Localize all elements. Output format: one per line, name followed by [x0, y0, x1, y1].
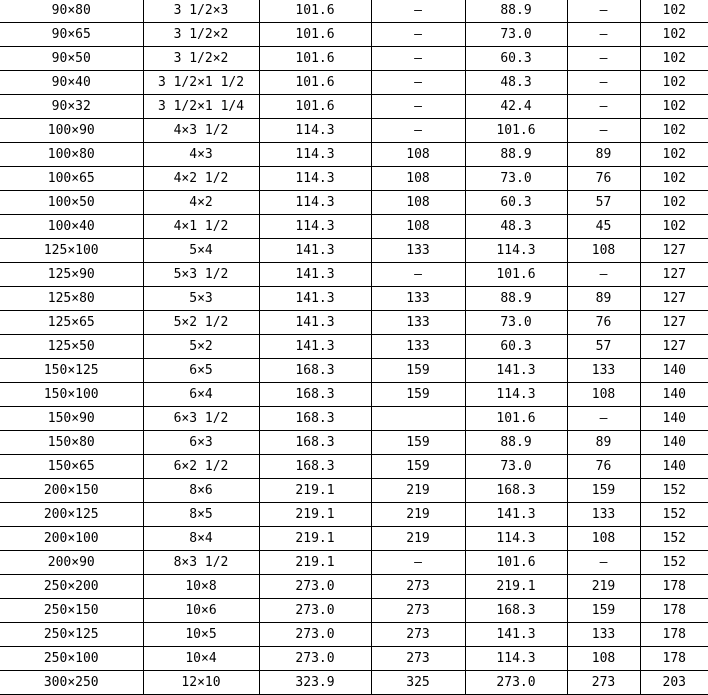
- cell-dn-size: 100×65: [0, 167, 143, 191]
- cell-nps-size: 3 1/2×2: [143, 23, 259, 47]
- cell-small-end-od-series-b: 89: [567, 287, 640, 311]
- cell-nps-size: 5×2 1/2: [143, 311, 259, 335]
- table-row: [0, 23, 708, 47]
- cell-dn-size: 100×90: [0, 119, 143, 143]
- cell-dn-size: 150×100: [0, 383, 143, 407]
- cell-nps-size: 4×2: [143, 191, 259, 215]
- table-row: [0, 239, 708, 263]
- cell-dn-size: 200×100: [0, 527, 143, 551]
- cell-length: 203: [640, 671, 708, 695]
- cell-large-end-od-series-a: 114.3: [259, 215, 371, 239]
- table-row: [0, 407, 708, 431]
- cell-length: 102: [640, 47, 708, 71]
- cell-small-end-od-series-a: 114.3: [465, 239, 567, 263]
- table-row: [0, 167, 708, 191]
- cell-nps-size: 10×8: [143, 575, 259, 599]
- cell-small-end-od-series-a: 88.9: [465, 0, 567, 23]
- table-row: [0, 0, 708, 23]
- cell-large-end-od-series-a: 101.6: [259, 95, 371, 119]
- cell-large-end-od-series-b: —: [371, 71, 465, 95]
- cell-small-end-od-series-a: 114.3: [465, 527, 567, 551]
- cell-nps-size: 4×1 1/2: [143, 215, 259, 239]
- cell-small-end-od-series-a: 101.6: [465, 263, 567, 287]
- cell-small-end-od-series-a: 73.0: [465, 455, 567, 479]
- cell-dn-size: 250×200: [0, 575, 143, 599]
- cell-large-end-od-series-a: 273.0: [259, 623, 371, 647]
- cell-small-end-od-series-a: 141.3: [465, 503, 567, 527]
- cell-nps-size: 3 1/2×1 1/4: [143, 95, 259, 119]
- cell-small-end-od-series-b: 133: [567, 359, 640, 383]
- cell-small-end-od-series-a: 73.0: [465, 311, 567, 335]
- cell-dn-size: 200×125: [0, 503, 143, 527]
- cell-large-end-od-series-b: 133: [371, 287, 465, 311]
- cell-nps-size: 4×3 1/2: [143, 119, 259, 143]
- cell-large-end-od-series-b: 133: [371, 311, 465, 335]
- cell-dn-size: 90×32: [0, 95, 143, 119]
- cell-length: 178: [640, 575, 708, 599]
- table-row: [0, 647, 708, 671]
- cell-large-end-od-series-b: 159: [371, 383, 465, 407]
- cell-large-end-od-series-a: 141.3: [259, 335, 371, 359]
- cell-dn-size: 100×40: [0, 215, 143, 239]
- cell-small-end-od-series-a: 88.9: [465, 143, 567, 167]
- cell-large-end-od-series-b: —: [371, 0, 465, 23]
- cell-large-end-od-series-b: 273: [371, 599, 465, 623]
- cell-length: 127: [640, 239, 708, 263]
- cell-length: 102: [640, 191, 708, 215]
- cell-small-end-od-series-b: 273: [567, 671, 640, 695]
- table-row: [0, 551, 708, 575]
- cell-length: 127: [640, 263, 708, 287]
- cell-large-end-od-series-a: 101.6: [259, 23, 371, 47]
- cell-small-end-od-series-a: 48.3: [465, 215, 567, 239]
- table-row: [0, 71, 708, 95]
- cell-large-end-od-series-b: —: [371, 551, 465, 575]
- cell-dn-size: 250×125: [0, 623, 143, 647]
- cell-dn-size: 100×80: [0, 143, 143, 167]
- cell-nps-size: 8×6: [143, 479, 259, 503]
- table-row: [0, 191, 708, 215]
- cell-nps-size: 6×5: [143, 359, 259, 383]
- table-row: [0, 503, 708, 527]
- cell-length: 102: [640, 23, 708, 47]
- cell-large-end-od-series-b: 133: [371, 335, 465, 359]
- cell-small-end-od-series-b: —: [567, 0, 640, 23]
- cell-length: 152: [640, 479, 708, 503]
- cell-nps-size: 10×5: [143, 623, 259, 647]
- cell-small-end-od-series-a: 219.1: [465, 575, 567, 599]
- cell-nps-size: 5×2: [143, 335, 259, 359]
- cell-nps-size: 8×4: [143, 527, 259, 551]
- cell-large-end-od-series-b: 159: [371, 455, 465, 479]
- cell-large-end-od-series-a: 141.3: [259, 239, 371, 263]
- cell-small-end-od-series-a: 273.0: [465, 671, 567, 695]
- table-row: [0, 143, 708, 167]
- table-row: [0, 575, 708, 599]
- cell-nps-size: 8×3 1/2: [143, 551, 259, 575]
- cell-large-end-od-series-b: 108: [371, 167, 465, 191]
- cell-small-end-od-series-a: 101.6: [465, 407, 567, 431]
- cell-small-end-od-series-b: 76: [567, 455, 640, 479]
- table-row: [0, 311, 708, 335]
- cell-large-end-od-series-a: 273.0: [259, 599, 371, 623]
- cell-dn-size: 200×150: [0, 479, 143, 503]
- cell-large-end-od-series-a: 273.0: [259, 647, 371, 671]
- table-row: [0, 527, 708, 551]
- cell-length: 127: [640, 287, 708, 311]
- cell-large-end-od-series-a: 114.3: [259, 191, 371, 215]
- cell-large-end-od-series-a: 114.3: [259, 143, 371, 167]
- table-row: [0, 671, 708, 695]
- cell-large-end-od-series-b: 273: [371, 647, 465, 671]
- cell-nps-size: 6×3: [143, 431, 259, 455]
- cell-length: 102: [640, 95, 708, 119]
- cell-length: 178: [640, 623, 708, 647]
- cell-nps-size: 8×5: [143, 503, 259, 527]
- cell-large-end-od-series-b: —: [371, 263, 465, 287]
- cell-nps-size: 4×2 1/2: [143, 167, 259, 191]
- cell-large-end-od-series-a: 168.3: [259, 359, 371, 383]
- cell-large-end-od-series-b: —: [371, 95, 465, 119]
- cell-large-end-od-series-a: 273.0: [259, 575, 371, 599]
- cell-nps-size: 6×4: [143, 383, 259, 407]
- cell-large-end-od-series-a: 141.3: [259, 287, 371, 311]
- cell-dn-size: 125×100: [0, 239, 143, 263]
- cell-dn-size: 125×50: [0, 335, 143, 359]
- cell-length: 152: [640, 551, 708, 575]
- cell-dn-size: 125×65: [0, 311, 143, 335]
- cell-small-end-od-series-a: 168.3: [465, 599, 567, 623]
- table-row: [0, 47, 708, 71]
- cell-small-end-od-series-a: 141.3: [465, 359, 567, 383]
- cell-dn-size: 150×90: [0, 407, 143, 431]
- cell-small-end-od-series-a: 42.4: [465, 95, 567, 119]
- cell-nps-size: 4×3: [143, 143, 259, 167]
- cell-small-end-od-series-a: 48.3: [465, 71, 567, 95]
- cell-small-end-od-series-b: —: [567, 71, 640, 95]
- cell-dn-size: 150×80: [0, 431, 143, 455]
- table-row: [0, 263, 708, 287]
- cell-small-end-od-series-b: —: [567, 23, 640, 47]
- cell-dn-size: 150×65: [0, 455, 143, 479]
- cell-small-end-od-series-a: 73.0: [465, 23, 567, 47]
- cell-small-end-od-series-a: 60.3: [465, 191, 567, 215]
- cell-nps-size: 5×4: [143, 239, 259, 263]
- cell-length: 102: [640, 0, 708, 23]
- table-row: [0, 383, 708, 407]
- cell-length: 102: [640, 71, 708, 95]
- cell-small-end-od-series-a: 60.3: [465, 335, 567, 359]
- table-row: [0, 287, 708, 311]
- cell-large-end-od-series-a: 168.3: [259, 407, 371, 431]
- cell-small-end-od-series-b: 108: [567, 527, 640, 551]
- table-row: [0, 599, 708, 623]
- cell-small-end-od-series-a: 88.9: [465, 431, 567, 455]
- cell-large-end-od-series-b: 159: [371, 431, 465, 455]
- cell-nps-size: 5×3 1/2: [143, 263, 259, 287]
- cell-dn-size: 90×40: [0, 71, 143, 95]
- cell-small-end-od-series-b: —: [567, 407, 640, 431]
- cell-dn-size: 150×125: [0, 359, 143, 383]
- cell-large-end-od-series-a: 219.1: [259, 551, 371, 575]
- cell-small-end-od-series-a: 114.3: [465, 647, 567, 671]
- cell-length: 178: [640, 647, 708, 671]
- table-row: [0, 623, 708, 647]
- cell-large-end-od-series-b: —: [371, 119, 465, 143]
- cell-small-end-od-series-b: 108: [567, 239, 640, 263]
- cell-large-end-od-series-a: 219.1: [259, 479, 371, 503]
- cell-large-end-od-series-a: 219.1: [259, 527, 371, 551]
- cell-small-end-od-series-b: 57: [567, 191, 640, 215]
- table-row: [0, 119, 708, 143]
- cell-length: 127: [640, 335, 708, 359]
- cell-small-end-od-series-b: 89: [567, 143, 640, 167]
- cell-small-end-od-series-b: 133: [567, 623, 640, 647]
- cell-large-end-od-series-b: 159: [371, 359, 465, 383]
- cell-large-end-od-series-b: —: [371, 47, 465, 71]
- cell-large-end-od-series-b: 108: [371, 215, 465, 239]
- cell-nps-size: 3 1/2×1 1/2: [143, 71, 259, 95]
- cell-large-end-od-series-b: 325: [371, 671, 465, 695]
- cell-dn-size: 300×250: [0, 671, 143, 695]
- cell-large-end-od-series-b: 108: [371, 143, 465, 167]
- cell-dn-size: 90×80: [0, 0, 143, 23]
- cell-dn-size: 90×65: [0, 23, 143, 47]
- cell-dn-size: 200×90: [0, 551, 143, 575]
- cell-small-end-od-series-b: 45: [567, 215, 640, 239]
- cell-nps-size: 10×4: [143, 647, 259, 671]
- cell-dn-size: 250×100: [0, 647, 143, 671]
- cell-small-end-od-series-a: 101.6: [465, 551, 567, 575]
- table-row: [0, 335, 708, 359]
- cell-small-end-od-series-b: 159: [567, 479, 640, 503]
- cell-large-end-od-series-a: 323.9: [259, 671, 371, 695]
- cell-dn-size: 125×90: [0, 263, 143, 287]
- cell-small-end-od-series-a: 141.3: [465, 623, 567, 647]
- cell-large-end-od-series-b: 273: [371, 623, 465, 647]
- cell-large-end-od-series-b: [371, 407, 465, 431]
- cell-nps-size: 3 1/2×3: [143, 0, 259, 23]
- cell-length: 178: [640, 599, 708, 623]
- cell-small-end-od-series-b: —: [567, 263, 640, 287]
- cell-small-end-od-series-a: 73.0: [465, 167, 567, 191]
- cell-length: 140: [640, 359, 708, 383]
- cell-nps-size: 6×3 1/2: [143, 407, 259, 431]
- cell-small-end-od-series-a: 114.3: [465, 383, 567, 407]
- cell-small-end-od-series-b: 159: [567, 599, 640, 623]
- cell-large-end-od-series-b: 219: [371, 479, 465, 503]
- cell-small-end-od-series-b: 108: [567, 647, 640, 671]
- cell-nps-size: 10×6: [143, 599, 259, 623]
- cell-length: 102: [640, 119, 708, 143]
- cell-large-end-od-series-a: 101.6: [259, 0, 371, 23]
- cell-large-end-od-series-a: 101.6: [259, 47, 371, 71]
- cell-large-end-od-series-b: 219: [371, 527, 465, 551]
- table-row: [0, 479, 708, 503]
- cell-large-end-od-series-b: 133: [371, 239, 465, 263]
- cell-length: 140: [640, 431, 708, 455]
- cell-small-end-od-series-a: 168.3: [465, 479, 567, 503]
- cell-length: 102: [640, 143, 708, 167]
- cell-large-end-od-series-b: 108: [371, 191, 465, 215]
- cell-length: 152: [640, 503, 708, 527]
- cell-small-end-od-series-a: 88.9: [465, 287, 567, 311]
- cell-small-end-od-series-b: —: [567, 551, 640, 575]
- cell-small-end-od-series-a: 101.6: [465, 119, 567, 143]
- cell-small-end-od-series-b: 89: [567, 431, 640, 455]
- cell-large-end-od-series-a: 141.3: [259, 263, 371, 287]
- cell-length: 152: [640, 527, 708, 551]
- cell-length: 102: [640, 167, 708, 191]
- table-row: [0, 431, 708, 455]
- cell-dn-size: 125×80: [0, 287, 143, 311]
- cell-dn-size: 90×50: [0, 47, 143, 71]
- cell-small-end-od-series-b: 57: [567, 335, 640, 359]
- cell-large-end-od-series-b: 219: [371, 503, 465, 527]
- cell-small-end-od-series-b: 108: [567, 383, 640, 407]
- cell-dn-size: 100×50: [0, 191, 143, 215]
- cell-small-end-od-series-a: 60.3: [465, 47, 567, 71]
- cell-large-end-od-series-a: 101.6: [259, 71, 371, 95]
- cell-length: 127: [640, 311, 708, 335]
- cell-large-end-od-series-a: 114.3: [259, 119, 371, 143]
- cell-length: 140: [640, 455, 708, 479]
- table-row: [0, 95, 708, 119]
- cell-small-end-od-series-b: —: [567, 119, 640, 143]
- table-row: [0, 359, 708, 383]
- table-row: [0, 215, 708, 239]
- cell-large-end-od-series-a: 168.3: [259, 431, 371, 455]
- cell-small-end-od-series-b: —: [567, 95, 640, 119]
- cell-nps-size: 6×2 1/2: [143, 455, 259, 479]
- cell-nps-size: 12×10: [143, 671, 259, 695]
- cell-small-end-od-series-b: 76: [567, 311, 640, 335]
- cell-large-end-od-series-a: 141.3: [259, 311, 371, 335]
- table-row: [0, 455, 708, 479]
- cell-large-end-od-series-a: 168.3: [259, 455, 371, 479]
- cell-large-end-od-series-a: 219.1: [259, 503, 371, 527]
- cell-small-end-od-series-b: 76: [567, 167, 640, 191]
- cell-large-end-od-series-b: —: [371, 23, 465, 47]
- cell-nps-size: 3 1/2×2: [143, 47, 259, 71]
- cell-length: 140: [640, 407, 708, 431]
- cell-small-end-od-series-b: 219: [567, 575, 640, 599]
- cell-nps-size: 5×3: [143, 287, 259, 311]
- cell-small-end-od-series-b: 133: [567, 503, 640, 527]
- cell-large-end-od-series-a: 168.3: [259, 383, 371, 407]
- cell-length: 140: [640, 383, 708, 407]
- cell-dn-size: 250×150: [0, 599, 143, 623]
- cell-large-end-od-series-b: 273: [371, 575, 465, 599]
- cell-small-end-od-series-b: —: [567, 47, 640, 71]
- cell-large-end-od-series-a: 114.3: [259, 167, 371, 191]
- cell-length: 102: [640, 215, 708, 239]
